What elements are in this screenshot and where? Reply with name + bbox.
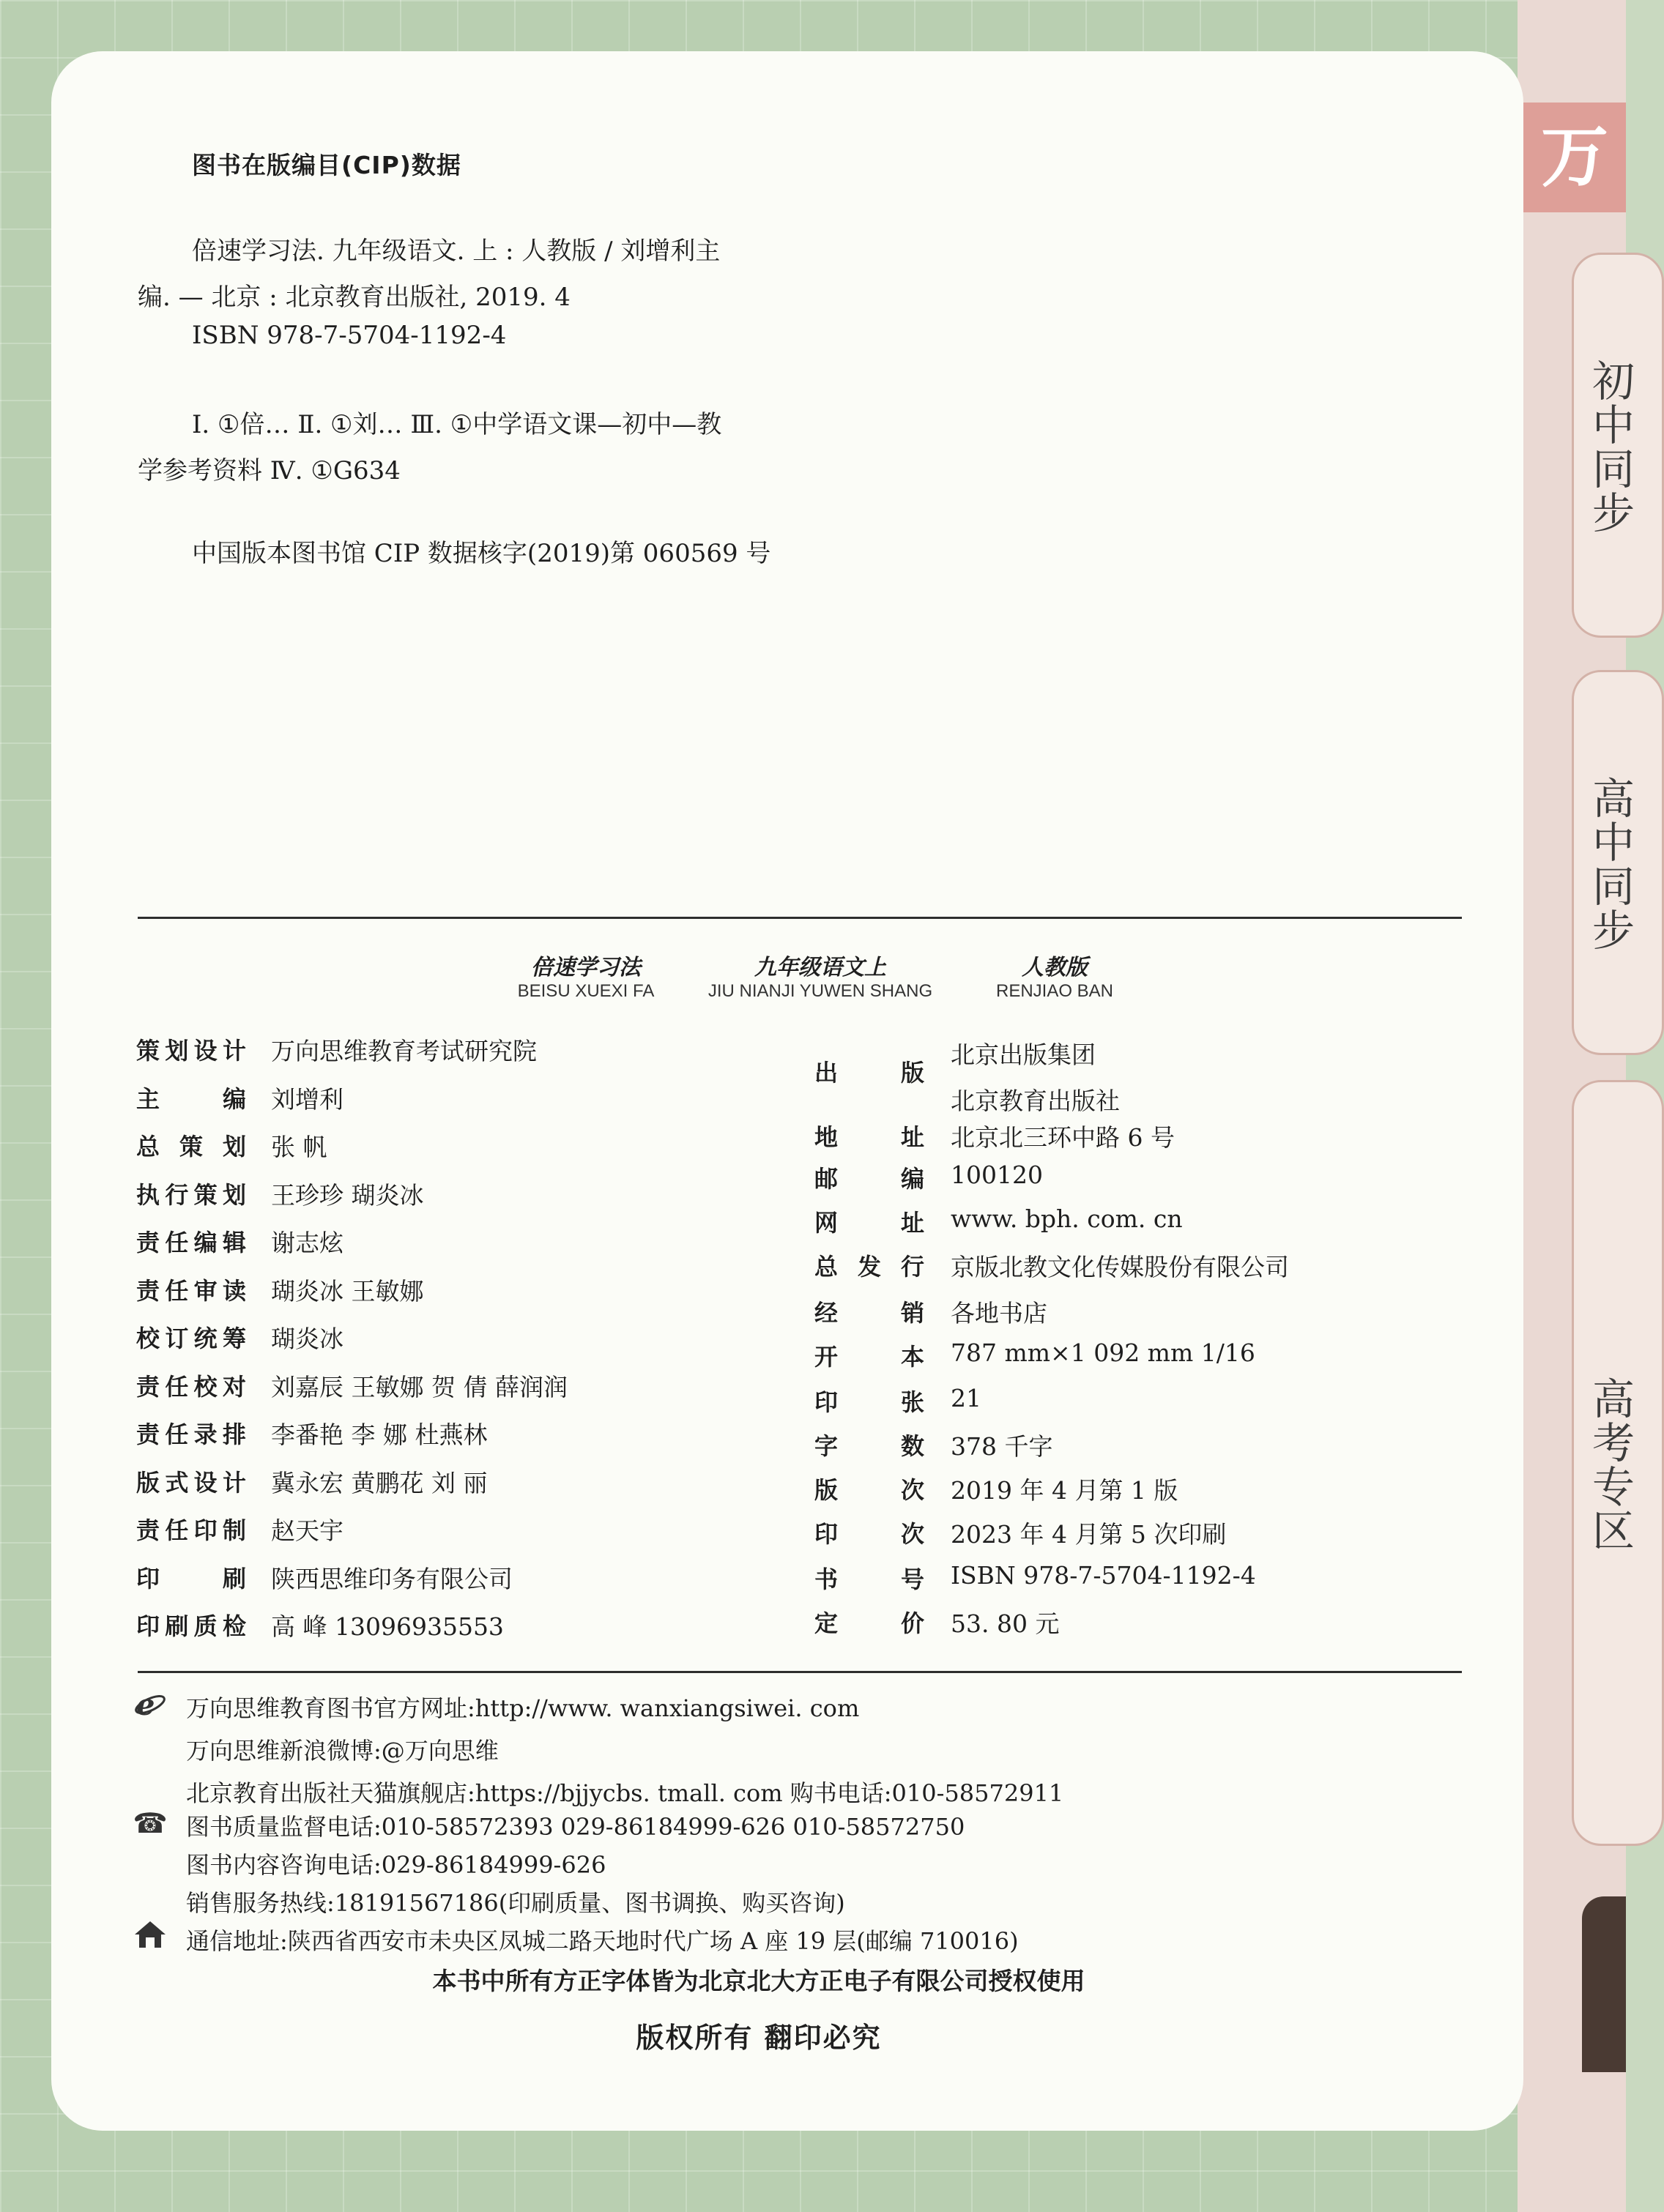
cip-line-1: 倍速学习法. 九年级语文. 上 : 人教版 / 刘增利主	[192, 237, 721, 266]
cip-line-5: 学参考资料 Ⅳ. ①G634	[138, 456, 401, 485]
contact-content-phone: 图书内容咨询电话:029-86184999-626	[186, 1851, 606, 1879]
credit-label: 主编	[136, 1085, 246, 1113]
publication-label: 网址	[814, 1209, 924, 1237]
publication-label: 定价	[814, 1609, 924, 1637]
credit-label: 责任印制	[136, 1516, 246, 1544]
publication-label: 印次	[814, 1520, 924, 1548]
header-title-2: 九年级语文上	[754, 955, 886, 980]
credit-label: 印刷	[136, 1565, 246, 1593]
contact-tmall: 北京教育出版社天猫旗舰店:https://bjjycbs. tmall. com 购书电话:010-58572911	[186, 1779, 1064, 1807]
contact-weibo: 万向思维新浪微博:@万向思维	[186, 1737, 499, 1765]
publication-value: ISBN 978-7-5704-1192-4	[951, 1561, 1256, 1590]
credit-label: 责任校对	[136, 1373, 246, 1401]
publication-value: 北京教育出版社	[951, 1087, 1120, 1115]
publication-value: 各地书店	[951, 1299, 1047, 1327]
header-title-1: 倍速学习法	[531, 955, 641, 980]
credit-value: 冀永宏 黄鹏花 刘 丽	[271, 1469, 488, 1497]
ie-icon	[132, 1688, 168, 1721]
publication-value: 北京北三环中路 6 号	[951, 1123, 1175, 1152]
cip-line-4: Ⅰ. ①倍… Ⅱ. ①刘… Ⅲ. ①中学语文课—初中—教	[192, 410, 722, 439]
credit-value: 万向思维教育考试研究院	[271, 1037, 537, 1065]
credit-label: 责任编辑	[136, 1229, 246, 1256]
publication-value: 378 千字	[951, 1432, 1053, 1461]
publication-value: 787 mm×1 092 mm 1/16	[951, 1338, 1255, 1367]
cip-isbn: ISBN 978-7-5704-1192-4	[192, 321, 507, 350]
adjacent-tab-label-1: 初中同步	[1585, 359, 1635, 535]
cip-title: 图书在版编目(CIP)数据	[192, 151, 461, 179]
adjacent-tab-label-3: 高考专区	[1585, 1377, 1635, 1552]
font-license-notice: 本书中所有方正字体皆为北京北大方正电子有限公司授权使用	[432, 1967, 1085, 1995]
publication-value: 21	[951, 1384, 981, 1412]
publication-value: 100120	[951, 1161, 1043, 1189]
header-subtitle-2: JIU NIANJI YUWEN SHANG	[707, 981, 933, 1001]
adjacent-page-header: 万	[1500, 103, 1626, 212]
cip-line-2: 编. — 北京 : 北京教育出版社, 2019. 4	[138, 283, 571, 312]
credit-value: 刘增利	[271, 1085, 343, 1114]
credit-label: 校订统筹	[136, 1325, 246, 1352]
divider-top	[138, 917, 1462, 919]
cip-record-number: 中国版本图书馆 CIP 数据核字(2019)第 060569 号	[192, 539, 771, 568]
publication-label: 邮编	[814, 1165, 924, 1193]
credit-label: 印刷质检	[136, 1612, 246, 1640]
credit-label: 策划设计	[136, 1037, 246, 1065]
credit-value: 张 帆	[271, 1133, 327, 1161]
header-subtitle-1: BEISU XUEXI FA	[517, 981, 655, 1001]
publication-label: 经销	[814, 1299, 924, 1327]
publication-label: 印张	[814, 1388, 924, 1416]
adjacent-tab-label-2: 高中同步	[1585, 776, 1635, 952]
phone-icon: ☎	[133, 1807, 168, 1839]
credit-value: 陕西思维印务有限公司	[271, 1565, 513, 1593]
credit-label: 责任审读	[136, 1277, 246, 1305]
credit-label: 总策划	[136, 1133, 246, 1161]
contact-quality-phone: 图书质量监督电话:010-58572393 029-86184999-626 010-58572750	[186, 1813, 965, 1841]
publication-label: 书号	[814, 1565, 924, 1593]
credit-label: 版式设计	[136, 1469, 246, 1497]
publication-label: 出版	[814, 1059, 924, 1087]
publication-value: 北京出版集团	[951, 1040, 1096, 1069]
header-title-3: 人教版	[1022, 955, 1088, 980]
contact-website: 万向思维教育图书官方网址:http://www. wanxiangsiwei. com	[186, 1694, 860, 1722]
svg-text:e: e	[136, 1688, 155, 1722]
credit-value: 刘嘉辰 王敏娜 贺 倩 薛润润	[271, 1373, 568, 1401]
credit-label: 执行策划	[136, 1181, 246, 1209]
credit-value: 王珍珍 瑚炎冰	[271, 1181, 424, 1210]
publication-label: 字数	[814, 1432, 924, 1460]
publication-value: www. bph. com. cn	[951, 1204, 1183, 1233]
credit-value: 李番艳 李 娜 杜燕林	[271, 1420, 488, 1449]
copyright-notice: 版权所有 翻印必究	[636, 2022, 882, 2054]
adjacent-figure	[1582, 1896, 1626, 2072]
publication-value: 2019 年 4 月第 1 版	[951, 1476, 1178, 1505]
contact-address: 通信地址:陕西省西安市未央区凤城二路天地时代广场 A 座 19 层(邮编 710016)	[186, 1927, 1019, 1955]
credit-label: 责任录排	[136, 1420, 246, 1448]
credit-value: 瑚炎冰 王敏娜	[271, 1277, 424, 1306]
credit-value: 瑚炎冰	[271, 1325, 343, 1353]
publication-label: 开本	[814, 1343, 924, 1371]
publication-label: 版次	[814, 1476, 924, 1504]
publication-label: 地址	[814, 1123, 924, 1151]
contact-sales-hotline: 销售服务热线:18191567186(印刷质量、图书调换、购买咨询)	[186, 1889, 845, 1917]
divider-bottom	[138, 1671, 1462, 1673]
house-icon	[132, 1920, 168, 1952]
credit-value: 谢志炫	[271, 1229, 343, 1257]
publication-label: 总发行	[814, 1253, 924, 1281]
publication-value: 2023 年 4 月第 5 次印刷	[951, 1520, 1227, 1549]
publication-value: 京版北教文化传媒股份有限公司	[951, 1253, 1289, 1281]
credit-value: 高 峰 13096935553	[271, 1612, 504, 1641]
credit-value: 赵天宇	[271, 1516, 343, 1545]
header-subtitle-3: RENJIAO BAN	[995, 981, 1114, 1001]
publication-value: 53. 80 元	[951, 1609, 1060, 1638]
